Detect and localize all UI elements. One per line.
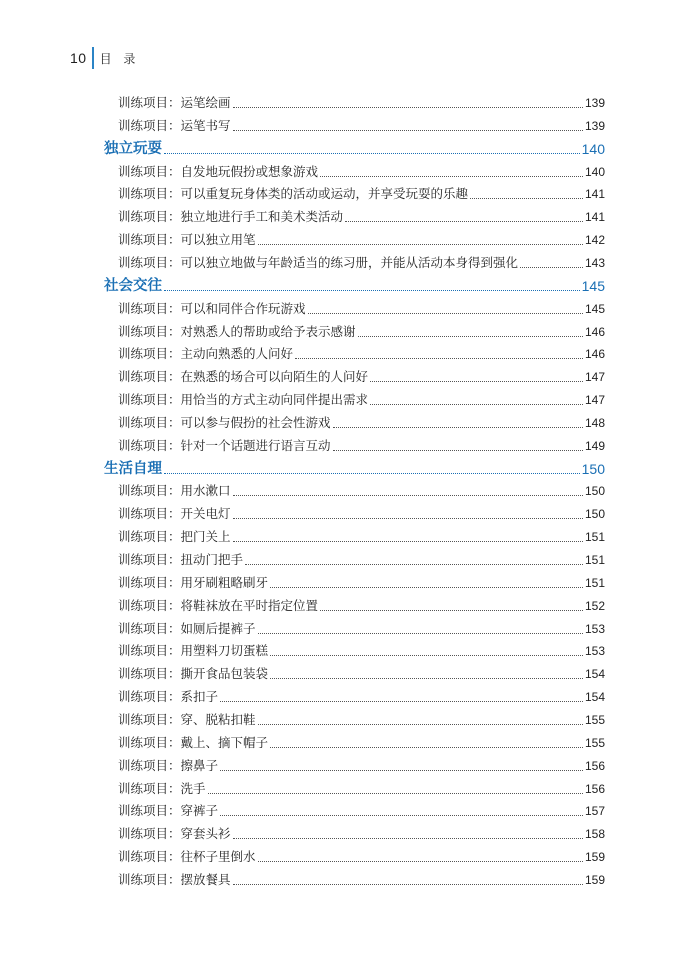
page-ref: 156 [584, 781, 605, 796]
page-ref: 150 [584, 507, 605, 522]
toc-item [118, 551, 605, 569]
page-ref: 145 [581, 277, 605, 294]
item-title: 训练项目：可以和同伴合作玩游戏 [118, 300, 306, 316]
item-title: 训练项目：用水漱口 [118, 483, 231, 499]
page-ref: 141 [584, 210, 605, 225]
item-title: 训练项目：扭动门把手 [118, 552, 244, 567]
dot-leader [295, 357, 583, 359]
toc-item [118, 94, 605, 112]
dot-leader [370, 380, 583, 382]
toc-item [118, 711, 605, 729]
dot-leader [333, 449, 583, 451]
page-ref: 147 [584, 393, 605, 408]
dot-leader [320, 609, 583, 611]
toc-item [118, 665, 605, 683]
dot-leader [233, 106, 583, 108]
header-title: 目 录 [99, 51, 140, 66]
toc-item [118, 802, 605, 820]
dot-leader [370, 403, 583, 405]
dot-leader [270, 654, 583, 656]
section-title: 社会交往 [104, 277, 162, 294]
toc-item [118, 597, 605, 615]
toc-item [118, 231, 605, 249]
item-title: 训练项目：运笔绘画 [118, 95, 231, 110]
toc-item [118, 825, 605, 843]
item-title: 训练项目：如厕后提裤子 [118, 620, 256, 636]
dot-leader [164, 472, 580, 474]
dot-leader [270, 677, 583, 679]
toc-item [118, 300, 605, 318]
item-title: 训练项目：可以独立用笔 [118, 232, 256, 248]
page-ref: 147 [584, 370, 605, 385]
toc-item [118, 391, 605, 409]
toc-item [118, 437, 605, 455]
dot-leader [233, 494, 583, 496]
dot-leader [233, 837, 583, 839]
page-ref: 150 [581, 460, 605, 477]
page-ref: 156 [584, 758, 605, 773]
item-title: 训练项目：穿、脱粘扣鞋 [118, 711, 256, 727]
header-divider [92, 47, 94, 69]
item-title: 训练项目：运笔书写 [118, 117, 231, 133]
item-title: 训练项目：自发地玩假扮或想象游戏 [118, 163, 319, 179]
dot-leader [308, 312, 583, 314]
page-ref: 145 [584, 301, 605, 316]
page-ref: 152 [584, 598, 605, 613]
dot-leader [258, 860, 583, 862]
page-number: 10 [70, 50, 87, 66]
dot-leader [233, 517, 583, 519]
item-title: 训练项目：可以独立地做与年龄适当的练习册，并能从活动本身得到强化 [118, 254, 519, 270]
dot-leader [233, 883, 583, 885]
dot-leader [220, 814, 583, 816]
item-title: 训练项目：洗手 [118, 780, 206, 796]
item-title: 训练项目：在熟悉的场合可以向陌生的人问好 [118, 369, 369, 385]
item-title: 训练项目：擦鼻子 [118, 757, 219, 773]
section-title: 生活自理 [104, 460, 162, 477]
dot-leader [333, 426, 583, 428]
page-ref: 141 [584, 187, 605, 202]
toc-section [104, 460, 605, 478]
toc-item [118, 254, 605, 272]
section-title: 独立玩耍 [104, 140, 162, 157]
dot-leader [270, 586, 583, 588]
page-ref: 140 [581, 140, 605, 157]
page-ref: 153 [584, 621, 605, 636]
item-title: 训练项目：穿裤子 [118, 803, 219, 819]
page-ref: 149 [584, 438, 605, 453]
page-ref: 158 [584, 827, 605, 842]
page-ref: 146 [584, 324, 605, 339]
toc-item [118, 163, 605, 181]
page-ref: 159 [584, 872, 605, 887]
dot-leader [358, 335, 583, 337]
toc-item [118, 414, 605, 432]
item-title: 训练项目：用牙刷粗略刷牙 [118, 574, 269, 590]
item-title: 训练项目：用塑料刀切蛋糕 [118, 643, 269, 659]
dot-leader [208, 792, 583, 794]
dot-leader [258, 723, 583, 725]
item-title: 训练项目：穿套头衫 [118, 826, 231, 842]
toc-item [118, 323, 605, 341]
toc-item [118, 780, 605, 798]
item-title: 训练项目：往杯子里倒水 [118, 849, 256, 865]
item-title: 训练项目：摆放餐具 [118, 871, 231, 887]
item-title: 训练项目：可以重复玩身体类的活动或运动，并享受玩耍的乐趣 [118, 186, 469, 202]
item-title: 训练项目：对熟悉人的帮助或给予表示感谢 [118, 323, 356, 339]
toc-section [104, 277, 605, 295]
dot-leader [233, 129, 583, 131]
page-ref: 142 [584, 233, 605, 248]
page-ref: 154 [584, 690, 605, 705]
page-ref: 139 [584, 118, 605, 133]
item-title: 训练项目：戴上、摘下帽子 [118, 734, 269, 750]
page-ref: 150 [584, 484, 605, 499]
item-title: 训练项目：系扣子 [118, 689, 219, 705]
toc-item [118, 688, 605, 706]
toc-section [104, 140, 605, 158]
page-ref: 151 [584, 530, 605, 545]
dot-leader [164, 289, 580, 291]
dot-leader [345, 220, 583, 222]
page-ref: 143 [584, 255, 605, 270]
item-title: 训练项目：开关电灯 [118, 506, 231, 522]
toc-item [118, 642, 605, 660]
page-ref: 153 [584, 644, 605, 659]
dot-leader [220, 769, 583, 771]
toc-item [118, 757, 605, 775]
page-ref: 148 [584, 415, 605, 430]
dot-leader [258, 632, 583, 634]
toc-item [118, 482, 605, 500]
dot-leader [270, 746, 583, 748]
item-title: 训练项目：针对一个话题进行语言互动 [118, 437, 331, 453]
toc-item [118, 734, 605, 752]
toc-item [118, 528, 605, 546]
page-ref: 159 [584, 850, 605, 865]
dot-leader [320, 175, 583, 177]
page-ref: 154 [584, 667, 605, 682]
item-title: 训练项目：独立地进行手工和美术类活动 [118, 209, 344, 225]
dot-leader [258, 243, 583, 245]
item-title: 训练项目：主动向熟悉的人问好 [118, 346, 294, 362]
page-ref: 155 [584, 735, 605, 750]
item-title: 训练项目：将鞋袜放在平时指定位置 [118, 597, 319, 613]
toc-item [118, 505, 605, 523]
dot-leader [470, 197, 583, 199]
toc-item [118, 620, 605, 638]
page-ref: 157 [584, 804, 605, 819]
dot-leader [520, 266, 583, 268]
toc-item [118, 574, 605, 592]
toc-item [118, 345, 605, 363]
item-title: 训练项目：把门关上 [118, 529, 231, 545]
toc-item [118, 208, 605, 226]
toc-item [118, 117, 605, 135]
toc-item [118, 185, 605, 203]
item-title: 训练项目：可以参与假扮的社会性游戏 [118, 414, 331, 430]
page-ref: 139 [584, 96, 605, 110]
page-ref: 146 [584, 347, 605, 362]
page-ref: 155 [584, 712, 605, 727]
dot-leader [164, 152, 580, 154]
item-title: 训练项目：撕开食品包装袋 [118, 666, 269, 682]
dot-leader [245, 563, 583, 565]
page-header [70, 47, 139, 69]
page-ref: 151 [584, 575, 605, 590]
page-ref: 151 [584, 553, 605, 567]
page-ref: 140 [584, 164, 605, 179]
toc-item [118, 368, 605, 386]
item-title: 训练项目：用恰当的方式主动向同伴提出需求 [118, 392, 369, 408]
toc-item [118, 848, 605, 866]
dot-leader [220, 700, 583, 702]
dot-leader [233, 540, 583, 542]
toc-item [118, 871, 605, 889]
